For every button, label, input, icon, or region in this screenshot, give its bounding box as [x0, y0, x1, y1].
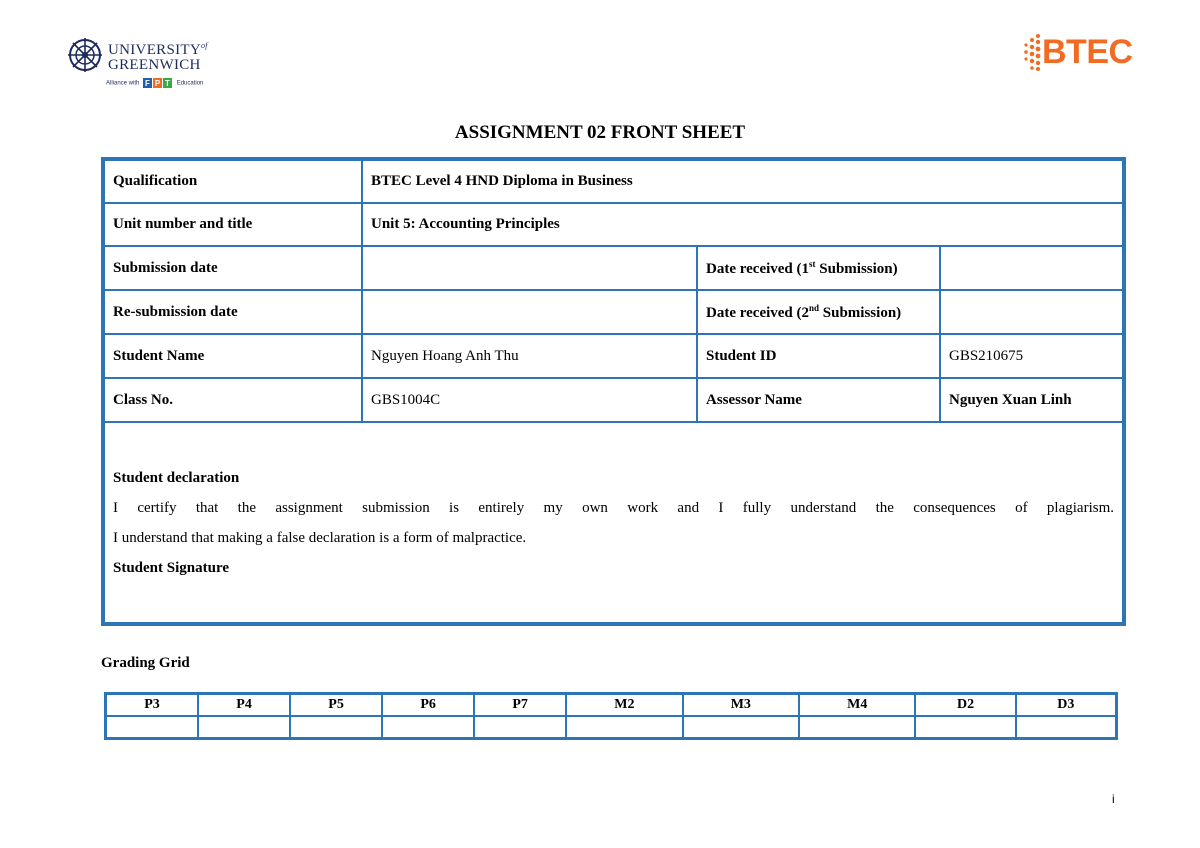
date-received-second-label: Date received (2nd Submission) — [697, 290, 940, 334]
front-sheet-table — [101, 157, 1126, 626]
grade-header: M4 — [799, 694, 915, 716]
submission-date-label: Submission date — [104, 246, 362, 290]
declaration-text-line-2: I understand that making a false declaration is a form of malpractice. — [113, 529, 527, 546]
svg-text:F: F — [145, 79, 150, 88]
grade-cell[interactable] — [566, 716, 682, 738]
student-name-value[interactable]: Nguyen Hoang Anh Thu — [362, 334, 697, 378]
assessor-value[interactable]: Nguyen Xuan Linh — [940, 378, 1123, 422]
grade-cell[interactable] — [1016, 716, 1116, 738]
qualification-row — [104, 160, 1123, 203]
qualification-value: BTEC Level 4 HND Diploma in Business — [362, 160, 1123, 203]
class-label: Class No. — [104, 378, 362, 422]
grade-header: P7 — [474, 694, 566, 716]
grade-cell[interactable] — [683, 716, 799, 738]
submission-date-value[interactable] — [362, 246, 697, 290]
university-name: $UNIVERSITY^{of}$ GREENWICH — [108, 41, 208, 73]
resubmission-date-value[interactable] — [362, 290, 697, 334]
btec-logo-text: BTEC — [1042, 33, 1133, 71]
page-title: ASSIGNMENT 02 FRONT SHEET — [454, 122, 746, 143]
grade-header: P3 — [106, 694, 198, 716]
student-id-value[interactable]: GBS210675 — [940, 334, 1123, 378]
grading-value-row — [106, 716, 1116, 738]
grade-cell[interactable] — [290, 716, 382, 738]
declaration-heading: Student declaration — [113, 469, 240, 486]
grade-header: D3 — [1016, 694, 1116, 716]
grade-header: P5 — [290, 694, 382, 716]
svg-text:P: P — [154, 79, 161, 88]
grade-header: P6 — [382, 694, 474, 716]
grading-header-row — [106, 694, 1116, 716]
student-id-label: Student ID — [697, 334, 940, 378]
svg-text:T: T — [165, 79, 170, 88]
date-received-first-value[interactable] — [940, 246, 1123, 290]
submission-date-row — [104, 246, 1123, 290]
grading-grid-label: Grading Grid — [101, 655, 190, 671]
grade-cell[interactable] — [106, 716, 198, 738]
class-row — [104, 378, 1123, 422]
grade-header: P4 — [198, 694, 290, 716]
signature-label: Student Signature — [113, 559, 230, 576]
alliance-line: Alliance with F P T Education — [106, 79, 204, 88]
grade-cell[interactable] — [382, 716, 474, 738]
unit-label: Unit number and title — [104, 203, 362, 246]
grade-cell[interactable] — [474, 716, 566, 738]
btec-logo — [1018, 30, 1148, 74]
unit-value: Unit 5: Accounting Principles — [362, 203, 1123, 246]
resubmission-date-label: Re-submission date — [104, 290, 362, 334]
grade-header: D2 — [915, 694, 1015, 716]
assessor-label: Assessor Name — [697, 378, 940, 422]
date-received-second-value[interactable] — [940, 290, 1123, 334]
university-of-greenwich-logo — [66, 36, 226, 96]
student-name-label: Student Name — [104, 334, 362, 378]
date-received-first-label: Date received (1st Submission) — [697, 246, 940, 290]
greenwich-crest-icon — [66, 36, 104, 74]
grade-cell[interactable] — [799, 716, 915, 738]
fpt-logo-icon — [143, 78, 173, 88]
grade-cell[interactable] — [198, 716, 290, 738]
btec-dots-icon — [1018, 30, 1044, 74]
declaration-row — [104, 422, 1123, 623]
grade-cell[interactable] — [915, 716, 1015, 738]
resubmission-date-row — [104, 290, 1123, 334]
student-row — [104, 334, 1123, 378]
grading-grid-table — [104, 692, 1118, 740]
grade-header: M3 — [683, 694, 799, 716]
unit-row — [104, 203, 1123, 246]
page-number: i — [1112, 792, 1115, 806]
qualification-label: Qualification — [104, 160, 362, 203]
grade-header: M2 — [566, 694, 682, 716]
declaration-cell — [104, 422, 1123, 623]
class-value[interactable]: GBS1004C — [362, 378, 697, 422]
declaration-text-line-1: I certify that the assignment submission is entirely my own work and I fully understand the consequences of plagiarism. — [113, 499, 1114, 516]
